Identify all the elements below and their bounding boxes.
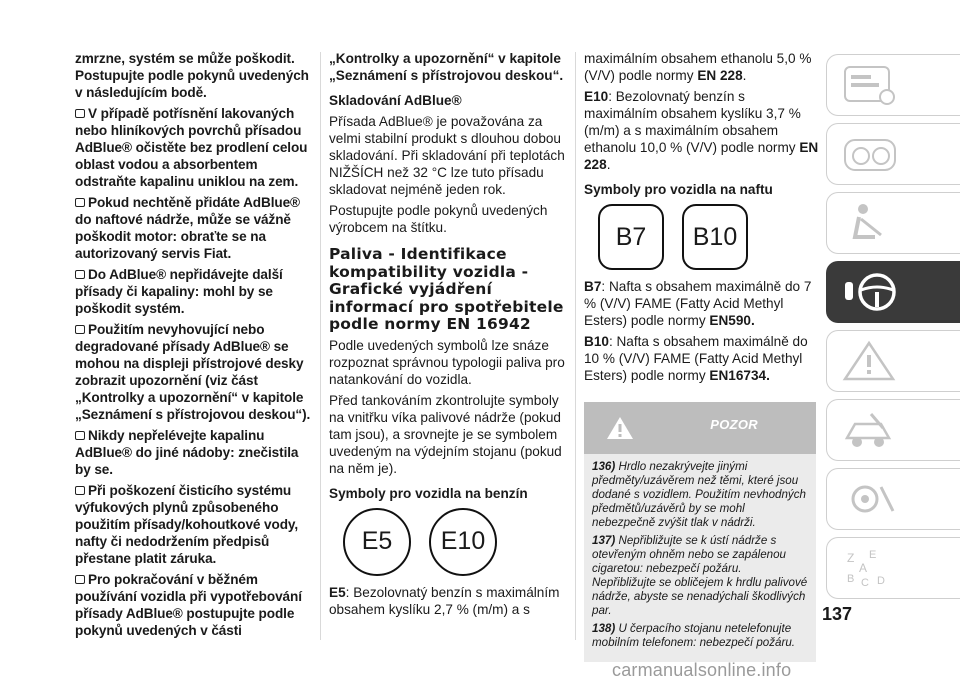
b10-symbol: B10 — [682, 204, 748, 270]
checkbox-bullet-icon — [75, 431, 85, 440]
checkbox-bullet-icon — [75, 198, 85, 207]
warning-triangle-icon — [606, 416, 634, 440]
warning-body — [584, 454, 816, 662]
steering-key-icon — [841, 270, 901, 314]
diesel-symbols-heading: Symboly pro vozidla na naftu — [584, 182, 773, 197]
page-number: 137 — [822, 604, 853, 624]
list-item: Pro pokračování v běžném používání vozidla při vypotřebování přísady AdBlue® postupujte podle pokynů uvedených v části — [75, 572, 302, 638]
column-3 — [584, 50, 820, 662]
tab-index[interactable] — [826, 537, 960, 599]
storage-heading: Skladování AdBlue® — [329, 93, 462, 108]
warning-box — [584, 402, 816, 662]
list-item: Nikdy nepřelévejte kapalinu AdBlue® do jiné nádoby: znečistila by se. — [75, 428, 299, 477]
fuels-heading: Paliva - Identifikace kompatibility vozidla - Grafické vyjádření informací pro spotřebitele podle normy EN 16942 — [329, 245, 564, 333]
svg-text:E: E — [869, 549, 877, 561]
list-item: Při poškození čisticího systému výfukových plynů způsobeného použitím přísady/kohoutkové vody, nafty či nedodržením předpisů přestane platit záruka. — [75, 483, 299, 566]
tab-emergency[interactable] — [826, 330, 960, 392]
list-item: V případě potřísnění lakovaných nebo hliníkových povrchů přísadou AdBlue® očistěte bez prodlení celou oblast vodou a absorbentem odstraňte kapalinu uniklou na zem. — [75, 106, 308, 189]
storage-paragraph: Postupujte podle pokynů uvedených výrobcem na štítku. — [329, 203, 548, 235]
checkbox-bullet-icon — [75, 325, 85, 334]
car-info-icon — [841, 63, 901, 107]
e5-continuation: maximálním obsahem ethanolu 5,0 % (V/V) podle normy EN 228. — [584, 51, 812, 83]
petrol-symbols — [343, 508, 565, 576]
list-item: Do AdBlue® nepřidávejte další přísady či kapaliny: mohl by se poškodit systém. — [75, 267, 283, 316]
column-2 — [329, 50, 565, 622]
chapter-tabs — [826, 54, 960, 606]
warning-item: 137) Nepřibližujte se k ústí nádrže s otevřeným ohněm nebo se zapálenou cigaretou: nebezpečí požáru. Nepřibližujte se obličejem k hrdlu palivové nádrže, abyste se nenadýchali škodlivých par. — [592, 534, 808, 617]
dashboard-icon — [841, 132, 901, 176]
e5-description: E5: Bezolovnatý benzín s maximálním obsahem kyslíku 2,7 % (m/m) a s — [329, 584, 560, 617]
fuels-paragraph: Před tankováním zkontrolujte symboly na vnitřku víka palivové nádrže (pokud tam jsou), a srovnejte je se symbolem uvedeným na výdejním stojanu (pokud na něm je). — [329, 392, 562, 476]
watermark: carmanualsonline.info — [612, 660, 792, 680]
warning-header — [584, 402, 816, 454]
alphabet-index-icon — [841, 546, 901, 590]
svg-text:D: D — [877, 575, 885, 587]
airbag-seat-icon — [841, 201, 901, 245]
diesel-symbols — [598, 204, 820, 270]
tab-safety[interactable] — [826, 192, 960, 254]
svg-text:B: B — [847, 573, 855, 585]
fuels-paragraph: Podle uvedených symbolů lze snáze rozpoznat správnou typologii paliva pro natankování do vozidla. — [329, 337, 565, 387]
b10-description: B10: Nafta s obsahem maximálně do 10 % (V/V) FAME (Fatty Acid Methyl Esters) podle normy EN16734. — [584, 334, 808, 383]
column-1 — [75, 50, 311, 643]
warning-triangle-icon — [841, 339, 901, 383]
warning-title: POZOR — [710, 417, 758, 432]
e10-description: E10: Bezolovnatý benzín s maximálním obsahem kyslíku 3,7 % (m/m) a s maximálním obsahem ethanolu 10,0 % (V/V) podle normy EN 228. — [584, 89, 819, 172]
svg-text:C: C — [861, 577, 869, 589]
e10-symbol: E10 — [429, 508, 497, 576]
list-item: Pokud nechtěně přidáte AdBlue® do naftové nádrže, může se vážně poškodit motor: obraťte se na autorizovaný servis Fiat. — [75, 195, 300, 261]
e5-symbol: E5 — [343, 508, 411, 576]
warning-item: 136) Hrdlo nezakrývejte jinými předměty/uzávěrem než těmi, které jsou dodané s vozidlem. Použitím nevhodných předmětů/uzávěrů by se mohl nebezpečně zvýšit tlak v nádrži. — [592, 460, 806, 529]
svg-text:A: A — [859, 561, 868, 575]
b7-description: B7: Nafta s obsahem maximálně do 7 % (V/V) FAME (Fatty Acid Methyl Esters) podle normy EN590. — [584, 279, 812, 328]
wrench-car-icon — [841, 408, 901, 452]
checkbox-bullet-icon — [75, 575, 85, 584]
tab-technical-data[interactable] — [826, 468, 960, 530]
column-divider — [575, 52, 576, 640]
lead-text: „Kontrolky a upozornění“ v kapitole „Seznámení s přístrojovou deskou“. — [329, 51, 564, 83]
tab-dashboard[interactable] — [826, 123, 960, 185]
intro-text: zmrzne, systém se může poškodit. Postupujte podle pokynů uvedených v následujícím bodě. — [75, 51, 309, 100]
petrol-symbols-heading: Symboly pro vozidla na benzín — [329, 485, 528, 501]
checkbox-bullet-icon — [75, 109, 85, 118]
checkbox-bullet-icon — [75, 486, 85, 495]
storage-paragraph: Přísada AdBlue® je považována za velmi stabilní produkt s dlouhou dobou skladování. Při skladování při teplotách NIŽŠÍCH než 32 °C lze tuto přísadu skladovat nejméně jeden rok. — [329, 114, 565, 197]
bullet-list — [75, 105, 311, 639]
b7-symbol: B7 — [598, 204, 664, 270]
column-divider — [320, 52, 321, 640]
tab-car-info[interactable] — [826, 54, 960, 116]
warning-item: 138) U čerpacího stojanu netelefonujte mobilním telefonem: nebezpečí požáru. — [592, 622, 796, 649]
svg-text:Z: Z — [847, 551, 855, 565]
list-item: Použitím nevyhovující nebo degradované přísady AdBlue® se mohou na displeji přístrojové desky zobrazit upozornění (viz část „Kontrolky a upozornění“ v kapitole „Seznámení s přístrojovou deskou“). — [75, 322, 311, 422]
tab-maintenance[interactable] — [826, 399, 960, 461]
checkbox-bullet-icon — [75, 270, 85, 279]
settings-car-icon — [841, 477, 901, 521]
tab-starting-driving[interactable] — [826, 261, 960, 323]
